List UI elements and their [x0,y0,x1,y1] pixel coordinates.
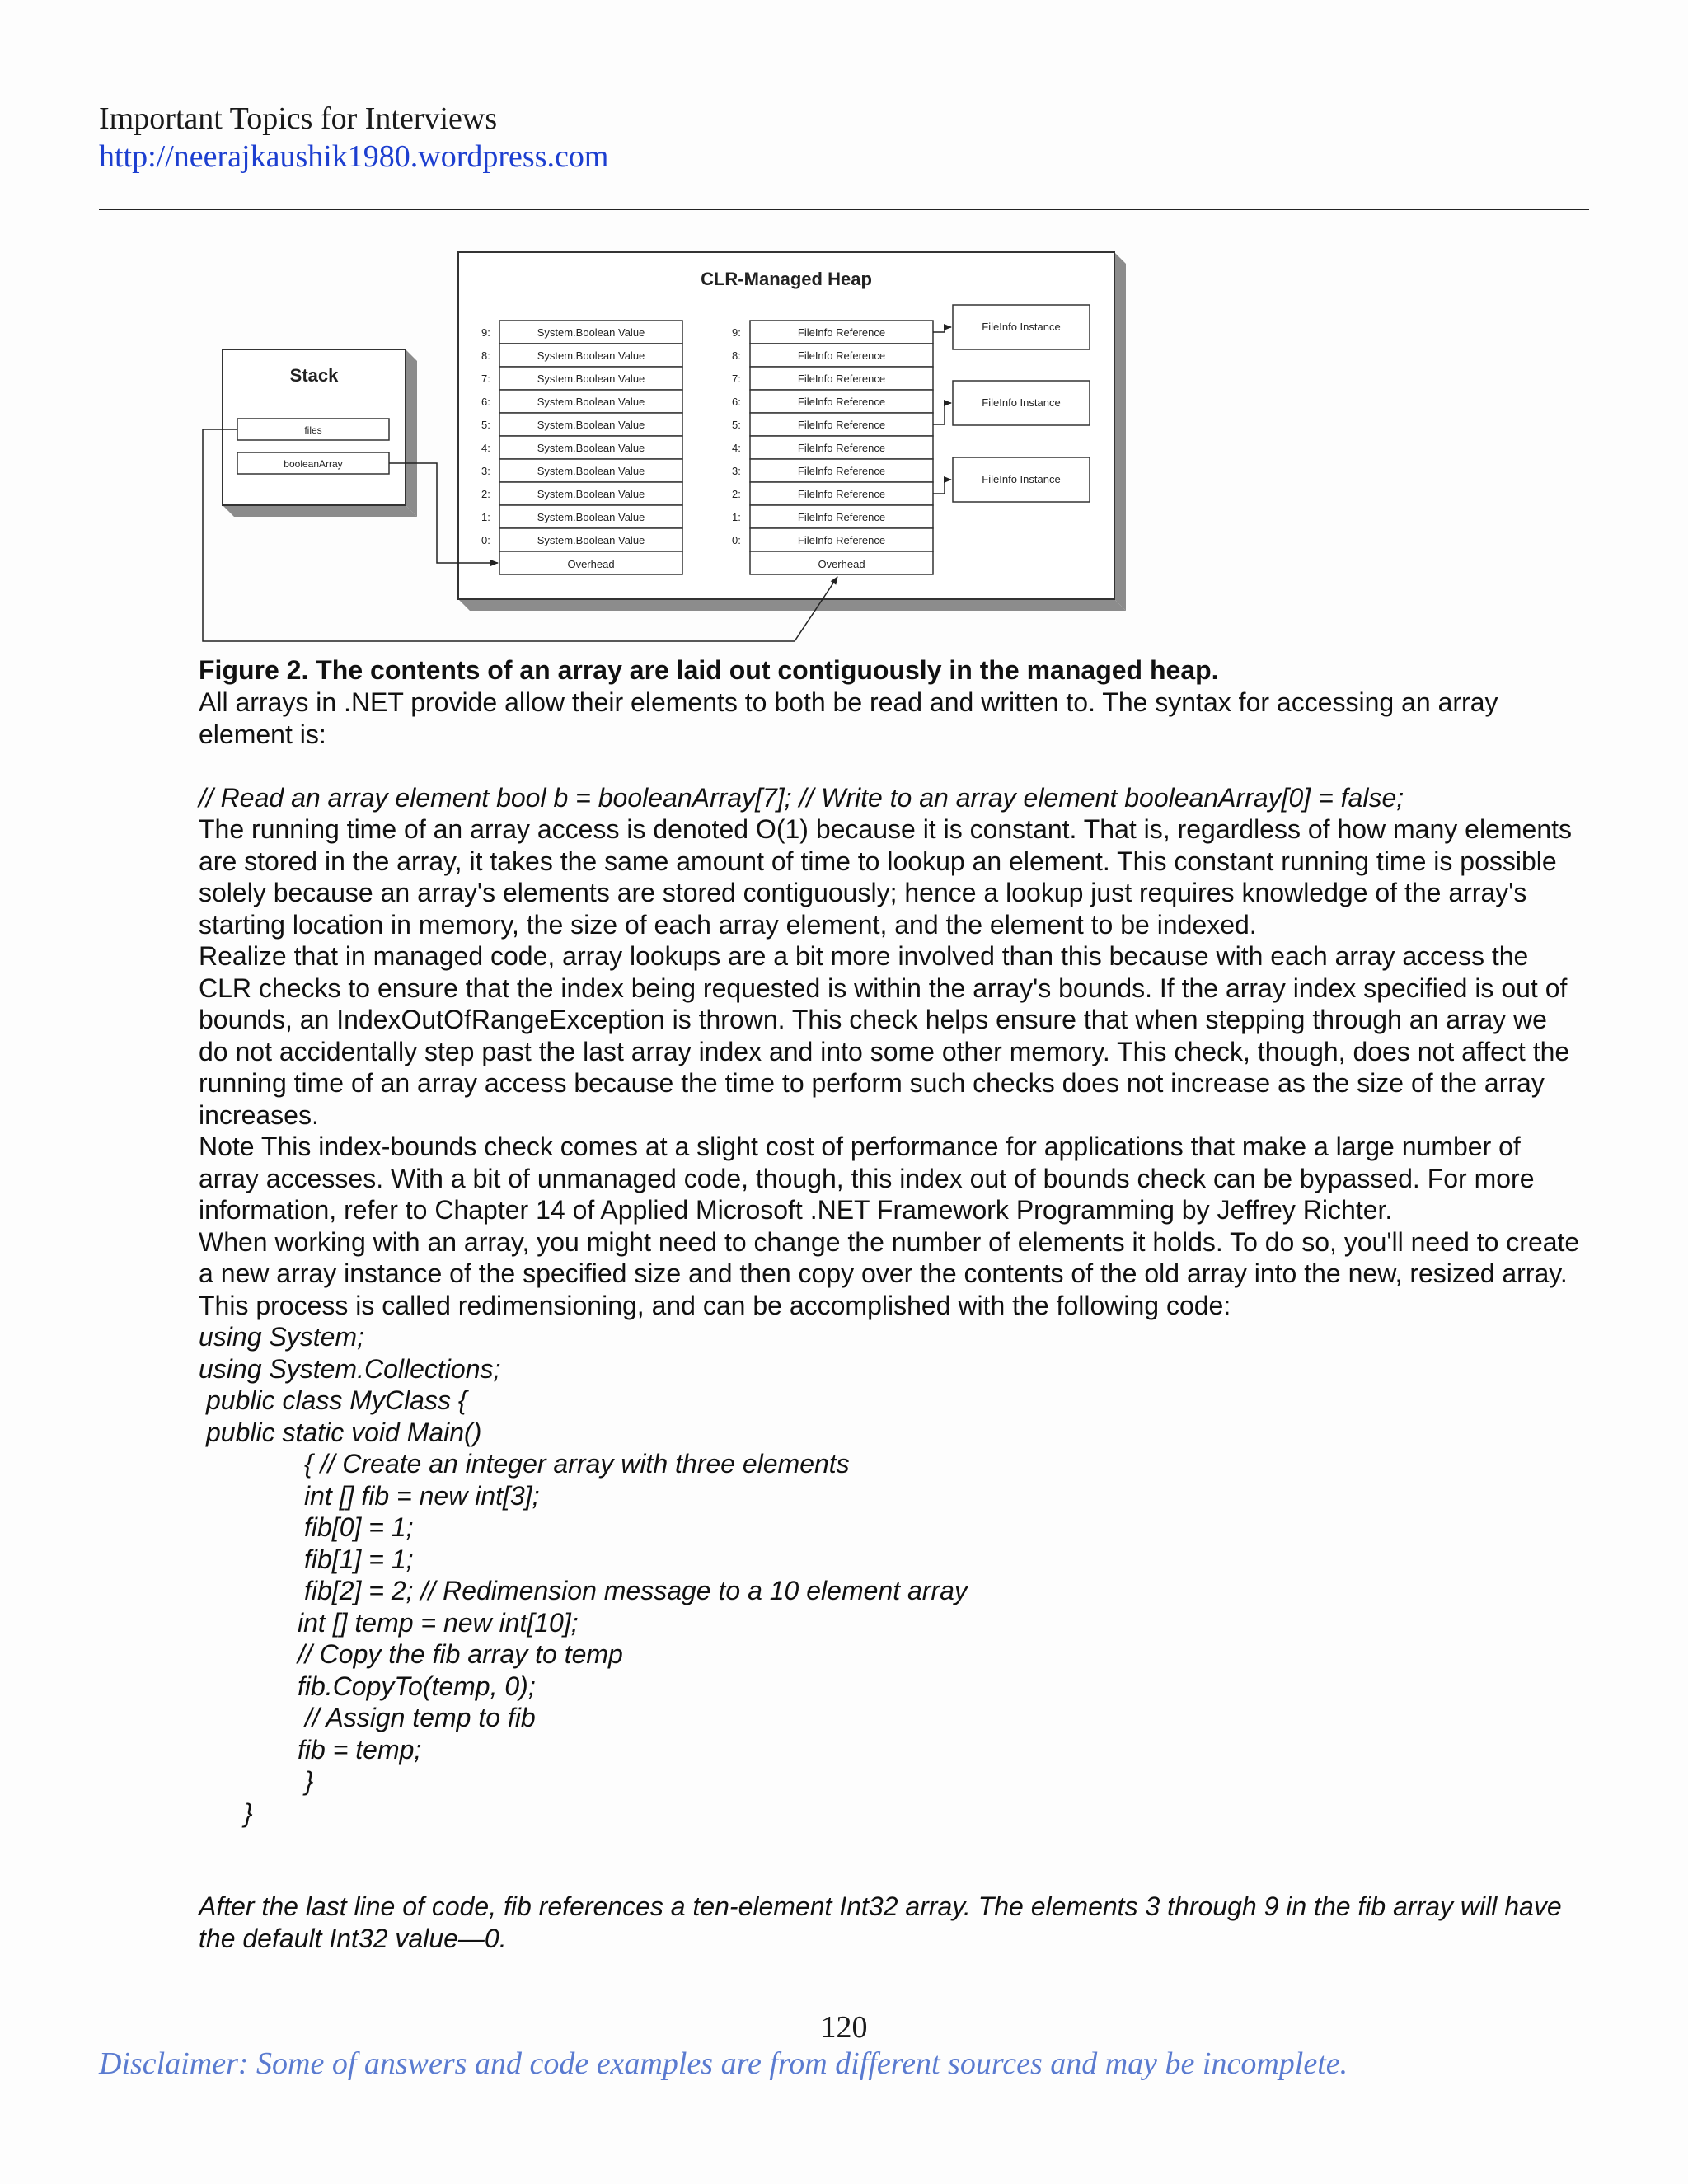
code-block [199,1321,1583,1829]
paragraph-bounds-check: Realize that in managed code, array lookups are a bit more involved than this because with each array access the CLR checks to ensure that the index being requested is within the array's bounds. If the array index specified is out of bounds, an IndexOutOfRangeException is thrown. This check helps ensure that when stepping through an array we do not accidentally step past the last array index and into some other memory. This check, though, does not affect the running time of an array access because the time to perform such checks does not increase as the size of the array increases. [199,941,1570,1130]
fileinfo-instance-1: FileInfo Instance [982,321,1061,333]
ref-idx-7: 7: [732,373,741,385]
paragraph-running-time: The running time of an array access is denoted O(1) because it is constant. That is, regardless of how many elements are stored in the array, it takes the same amount of time to lookup an element. This constant running time is possible solely because an array's elements are stored contiguously; hence a lookup just requires knowledge of the array's starting location in memory, the size of each array element, and the element to be indexed. [199,814,1573,940]
ref-idx-8: 8: [732,349,741,362]
stack-var-booleanarray: booleanArray [284,458,343,470]
ref-idx-4: 4: [732,442,741,454]
paragraph-array-access: All arrays in .NET provide allow their elements to both be read and written to. The syntax for accessing an array element is: [199,687,1498,749]
ref-value-5: FileInfo Reference [797,419,886,431]
bool-idx-8: 8: [481,349,490,362]
ref-value-3: FileInfo Reference [797,465,886,477]
paragraph-redimension: When working with an array, you might need to change the number of elements it holds. To do so, you'll need to create a new array instance of the specified size and then copy over the contents of the old array into the new, resized array. This process is called redimensioning, and can be accomplished with the following code: [199,1226,1580,1320]
code-line: using System; [199,1322,364,1352]
code-line: public class MyClass { [206,1385,467,1415]
ref-value-4: FileInfo Reference [797,442,886,454]
code-line: // Assign temp to fib [298,1703,536,1732]
bool-idx-5: 5: [481,419,490,431]
bool-value-5: System.Boolean Value [537,419,645,431]
code-line: fib = temp; [298,1734,422,1765]
heap-box-shadow-right [1114,252,1126,611]
ref-idx-0: 0: [732,534,741,546]
bool-value-4: System.Boolean Value [537,442,645,454]
bool-value-9: System.Boolean Value [537,326,645,339]
ref-value-6: FileInfo Reference [797,396,886,408]
code-line: using System.Collections; [199,1353,501,1384]
bool-idx-7: 7: [481,373,490,385]
bool-overhead: Overhead [567,558,615,570]
bool-value-3: System.Boolean Value [537,465,645,477]
bool-value-2: System.Boolean Value [537,488,645,500]
code-line: fib[1] = 1; [304,1544,414,1574]
bool-value-7: System.Boolean Value [537,373,645,385]
bool-idx-1: 1: [481,511,490,523]
code-line: fib[0] = 1; [304,1512,414,1542]
stack-box-shadow-bottom [223,505,417,517]
ref-idx-1: 1: [732,511,741,523]
stack-box-shadow-right [406,349,417,517]
ref-value-2: FileInfo Reference [797,488,886,500]
header-divider [99,209,1589,210]
figure-caption: Figure 2. The contents of an array are laid out contiguously in the managed heap. [199,655,1219,685]
disclaimer-footer: Disclaimer: Some of answers and code examples are from different sources and may be incomplete. [99,2046,1348,2081]
paragraph-after-code: After the last line of code, fib references a ten-element Int32 array. The elements 3 through 9 in the fib array will have the default Int32 value—0. [199,1891,1562,1953]
stack-title: Stack [289,365,339,386]
ref-idx-6: 6: [732,396,741,408]
heap-box-shadow-bottom [458,599,1126,611]
fileinfo-instance-3: FileInfo Instance [982,473,1061,485]
ref-idx-9: 9: [732,326,741,339]
bool-idx-9: 9: [481,326,490,339]
bool-value-0: System.Boolean Value [537,534,645,546]
page-number: 120 [820,2010,868,2045]
stack-var-files: files [304,424,322,436]
code-line: fib[2] = 2; // Redimension message to a 10 element array [304,1576,968,1605]
header-url-link[interactable]: http://neerajkaushik1980.wordpress.com [99,139,609,174]
fileinfo-instance-2: FileInfo Instance [982,396,1061,409]
code-line: fib.CopyTo(temp, 0); [298,1671,536,1701]
bool-idx-3: 3: [481,465,490,477]
ref-value-1: FileInfo Reference [797,511,886,523]
bool-idx-2: 2: [481,488,490,500]
bool-value-8: System.Boolean Value [537,349,645,362]
ref-value-7: FileInfo Reference [797,373,886,385]
ref-idx-2: 2: [732,488,741,500]
code-snippet-access: // Read an array element bool b = booleanArray[7]; // Write to an array element booleanArray[0] = false; [199,782,1404,813]
bool-idx-4: 4: [481,442,490,454]
code-line: // Copy the fib array to temp [298,1639,623,1669]
ref-value-9: FileInfo Reference [797,326,886,339]
ref-overhead: Overhead [818,558,865,570]
blank-line [199,750,1583,782]
bool-idx-6: 6: [481,396,490,408]
bool-idx-0: 0: [481,534,490,546]
managed-heap-diagram [198,247,1137,647]
bool-value-6: System.Boolean Value [537,396,645,408]
code-line: int [] fib = new int[3]; [304,1480,540,1511]
ref-value-8: FileInfo Reference [797,349,886,362]
code-line: int [] temp = new int[10]; [298,1607,579,1638]
article-body [199,687,1583,1829]
ref-idx-5: 5: [732,419,741,431]
code-line: public static void Main() [206,1417,482,1447]
code-line: } [244,1797,253,1828]
header-title: Important Topics for Interviews [99,101,498,136]
bool-value-1: System.Boolean Value [537,511,645,523]
ref-value-0: FileInfo Reference [797,534,886,546]
heap-title: CLR-Managed Heap [701,269,872,289]
code-line: { // Create an integer array with three elements [304,1449,850,1479]
ref-idx-3: 3: [732,465,741,477]
code-line: } [298,1766,314,1796]
paragraph-note: Note This index-bounds check comes at a slight cost of performance for applications that make a large number of array accesses. With a bit of unmanaged code, though, this index out of bounds check can be bypassed. For more information, refer to Chapter 14 of Applied Microsoft .NET Framework Programming by Jeffrey Richter. [199,1132,1535,1225]
